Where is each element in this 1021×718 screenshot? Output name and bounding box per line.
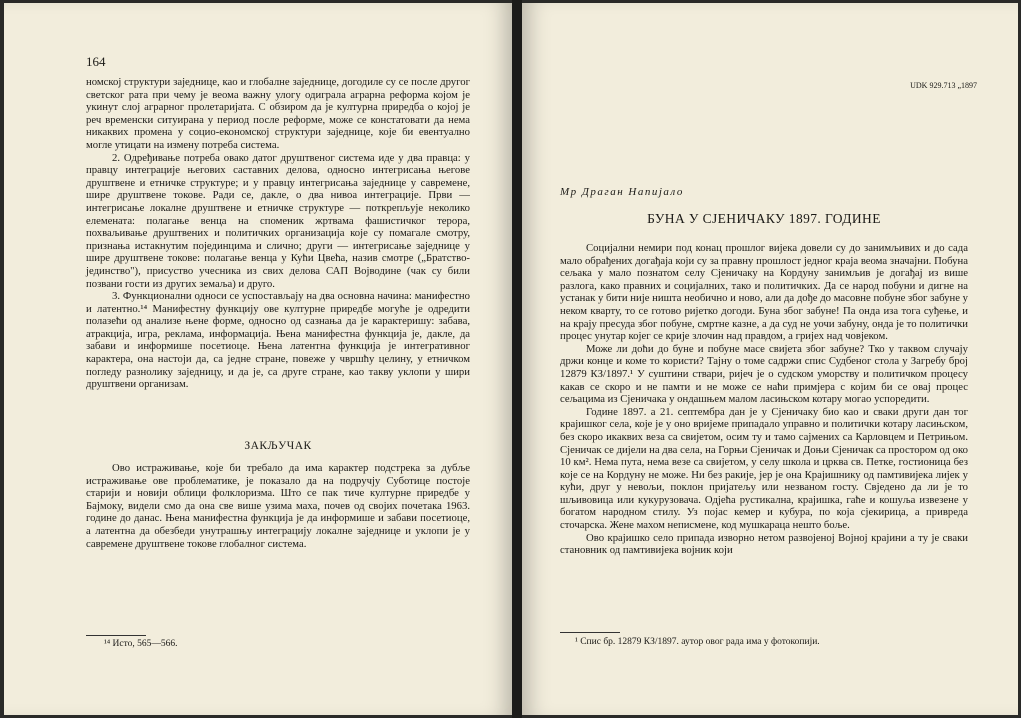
article-title: БУНА У СЈЕНИЧАКУ 1897. ГОДИНЕ <box>647 211 881 226</box>
left-body-top <box>86 76 470 391</box>
paragraph: Ово истраживање, које би требало да има карактер подстрека за дубље истраживање ове проблематике, је показало да на подручју Суботице постоје старији и новији облици фолклоризма. Што се пак тиче културне приредбе у Бајмоку, видели смо да она све више узима маха, почев од својих почетака 1963. године до данас. Њена манифестна функција је да информише и забави посетиоце, а латентна да обезбеди унутрашњу интеграцију локалне заједнице и уклопи је у савремене друштвене токове глобалног система. <box>86 462 470 550</box>
paragraph: Може ли доћи до буне и побуне масе свијета због забуне? Тко у таквом случају држи конце и коме то користи? Тајну о томе садржи спис Судбеног стола у Загребу број 12879 КЗ/1897.¹ У суштини ствари, ријеч је о судском уморству и политичком процесу какав се скоро и не памти и не може се наћи примјера с којим би се овај процес сељацима из Сјеничака у ондашњем малом ласињском котару могао успоредити. <box>560 342 968 406</box>
paragraph: 2. Одређивање потреба овако датог друштвеног система иде у два правца: у правцу интеграције његових саставних делова, односно интегрисања његове друштвене и етничке структуре; и у правцу интегрисања заједнице у савремене, шире друштвене токове. Ради се, дакле, о два нивоа интеграције. Први — интегрисање локалне друштвене и етничке структуре — поткрепљује неколико елемената: полагање венца на споменик жртвама фашистичког терора, похваљивање друштвених и политичких организација које су помагале смотру, признања истакнутим појединцима и слично; други — интегрисање заједнице у шире друштвене токове: полагање венца у Кући Цвећа, назив смотре („Братство-јединство"), присуство учесника из свих делова САП Војводине (чак су били позвани гости из других земаља) и друго. <box>86 151 470 290</box>
footnote: ¹ Спис бр. 12879 КЗ/1897. аутор овог рада има у фотокопији. <box>575 637 820 647</box>
left-body-conclusion <box>86 462 470 550</box>
book-gutter <box>512 0 522 718</box>
paragraph: Социјални немири под конац прошлог вијека довели су до занимљивих и до сада мало обрађених догађаја који су за правну прошлост једног краја веома значајни. Побуна сељака у мало познатом селу Сјеничаку на Кордуну занимљив је догађај из више разлога, како правних и социјалних, тако и политичких. Да се народ побуни и дигне на устанак у бити није ништа необично и ново, али да дође до масовне побуне због забуне у неком кварту, то се готово ријетко догоди. Буна због забуне! Па онда иза тога суђење, и на крају пресуда због побуне, смртне казне, а да суд не уочи забуну, онда је то политички процес унутар којег се крије злочин над правдом, а гријех над човјеком. <box>560 242 968 343</box>
paragraph: Године 1897. а 21. септембра дан је у Сјеничаку био као и сваки други дан тог крајишког села, које је у оно вријеме припадало управно и политички котару ласињском, без скоро икаквих веза са свијетом, осим ту и тамо сајмених са Карловцем и Петрињом. Сјеничак се дијели на два села, на Горњи Сјеничак и Доњи Сјеничак са простором од око 10 км². Нема пута, нема везе са свијетом, у селу школа и црква св. Петке, гостионица без које се на Кордуну не може. Ни без ракије, јер је она Крајишнику од памтивијека лијек у кући, друг у невољи, поклон пријатељу или незваном госту. Свједено да ли је то шљивовица или кукурузовача. Одјећа рустикална, крајишка, гаће и кошуља извезене у богатом народном стилу. Уз појас кемер и кубура, по која сјекирица, а привреда сточарска. Жене махом неписмене, код мушкараца нешто боље. <box>560 405 968 532</box>
footnote-rule <box>86 635 146 636</box>
footnote: ¹⁴ Исто, 565—566. <box>104 639 178 649</box>
paragraph: 3. Функционални односи се успостављају на два основна начина: манифестно и латентно.¹⁴ Манифестну функцију ове културне приредбе могуће је одредити полазећи од анализе њене форме, односно од сазнања да је карактеришу: забава, атракција, игра, реклама, информација. Њена манифестна функција је, дакле, да забави и информише посетиоце. Њена латентна функција је интегративног карактера, она настоји да, са једне стране, повеже у чвршћу целину, у етничком погледу разнолику заједницу, и да је, са друге стране, као такву уклопи у шири друштвени организам. <box>86 290 470 391</box>
page-number: 164 <box>86 54 106 69</box>
udk-code: UDK 929.713 „1897 <box>910 81 977 90</box>
article-author: Мр Драган Напијало <box>560 186 684 198</box>
paragraph: Ово крајишко село припада изворно нетом развојеној Војној крајини а ту је сваки становник од памтивијека војник који <box>560 531 968 557</box>
footnote-rule <box>560 632 620 633</box>
section-heading: ЗАКЉУЧАК <box>244 440 312 452</box>
right-body <box>560 242 968 557</box>
paragraph: номској структури заједнице, као и глобалне заједнице, догодиле су се после другог светског рата при чему је веома важну улогу одиграла аграрна реформа којом је укинут слој аграрног пролетаријата. С обзиром да је културна приредба о којој је реч временски ситуирана у период после реформе, може се констатовати да нема никаквих промена у социо-економској структури заједнице, које би евентуално могле утицати на измену потреба система. <box>86 76 470 151</box>
